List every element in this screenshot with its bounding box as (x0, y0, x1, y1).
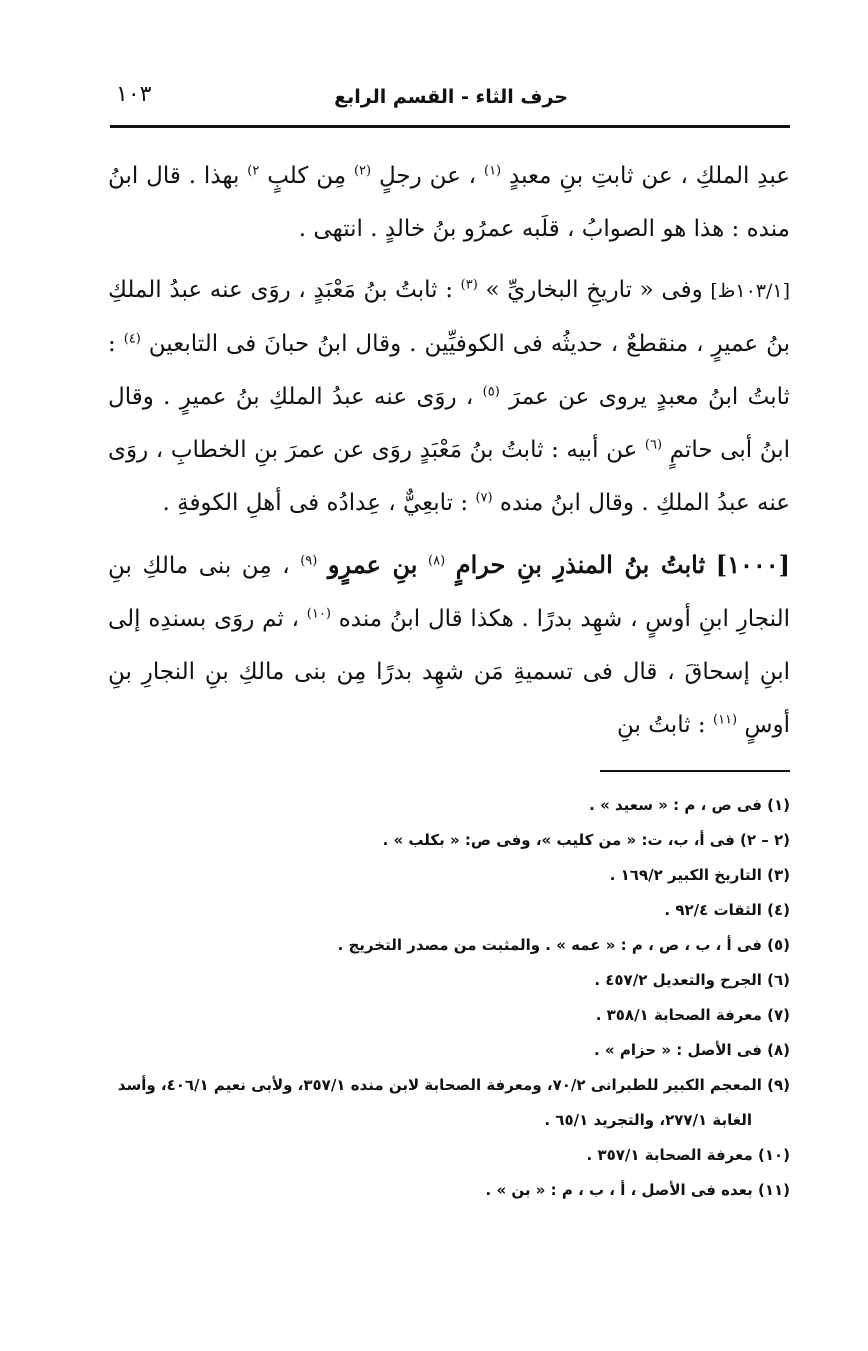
paragraph-1 (108, 150, 790, 256)
footnote-marker: (٨) (428, 553, 446, 569)
page-header (110, 80, 790, 120)
main-text (108, 150, 790, 752)
footnote-marker: (٤) (123, 331, 141, 347)
footnote-9-continued: الغابة ٢٧٧/١، والتجريد ٦٥/١ . (544, 1111, 752, 1129)
text: ، مِن بنى مالكِ بنِ النجارِ ابنِ أوسٍ ، شهِد بدرًا . هكذا قال ابنُ منده (108, 553, 790, 632)
footnote-marker: (١٠) (306, 606, 331, 622)
text: : تابعِيٌّ ، عِدادُه فى أهلِ الكوفةِ . (162, 490, 469, 516)
footnote-9: (٩) المعجم الكبير للطبرانى ٧٠/٢، ومعرفة الصحابة لابن منده ٣٥٧/١، ولأبى نعيم ٤٠٦/١، وأسد (117, 1076, 790, 1094)
footnote-marker: (٧) (475, 490, 493, 506)
footnote-marker: (٢) (353, 163, 372, 179)
footnote-10: (١٠) معرفة الصحابة ٣٥٧/١ . (586, 1146, 790, 1164)
folio-reference: [١٠٣/١ظ] (710, 280, 791, 302)
entry-name: ثابتُ بنُ المنذرِ بنِ حرامٍ (455, 550, 706, 579)
footnote-marker: (٩) (300, 553, 318, 569)
text: ، ثم روَى بسندِه إلى ابنِ إسحاقَ ، قال فى تسميةِ مَن شهِد بدرًا مِن بنى مالكِ بنِ النجارِ بنِ أوسٍ (108, 606, 790, 738)
text: عبدِ الملكِ ، عن ثابتِ بنِ معبدٍ (509, 163, 791, 189)
paragraph-2 (108, 264, 790, 530)
footnote-8: (٨) فى الأصل : « حزام » . (594, 1041, 790, 1059)
footnote-5: (٥) فى أ ، ب ، ص ، م : « عمه » . والمثبت من مصدر التخريج . (337, 936, 790, 954)
footnote-2: (٢ – ٢) فى أ، ب، ت: « من كليب »، وفى ص: « بكلب » . (382, 831, 790, 849)
footnote-marker: (١) (483, 163, 502, 179)
footnote-7: (٧) معرفة الصحابة ٣٥٨/١ . (595, 1006, 790, 1024)
footnotes (100, 788, 790, 1208)
footnote-1: (١) فى ص ، م : « سعيد » . (589, 796, 790, 814)
text: ، روَى عنه عبدُ الملكِ بنُ عميرٍ . وقال ابنُ أبى حاتمٍ (108, 384, 790, 463)
footnote-separator (600, 770, 790, 772)
paragraph-3 (108, 538, 790, 752)
header-rule (110, 125, 790, 128)
text: عن أبيه : ثابتُ بنُ مَعْبَدٍ روَى عن عمرَ بنِ الخطابِ ، روَى عنه عبدُ الملكِ . وقال ابنُ منده (108, 437, 790, 516)
text: : ثابتُ بنُ مَعْبَدٍ ، روَى عنه عبدُ الملكِ بنُ عميرٍ ، منقطعٌ ، حديثُه فى الكوفيِّين . وقال ابنُ حبانَ فى التابعين (108, 277, 790, 357)
text: : ثابتُ ابنُ معبدٍ يروى عن عمرَ (108, 331, 791, 410)
text: وفى « تاريخِ البخاريِّ » (485, 277, 703, 303)
text: : ثابتُ بنِ (616, 712, 706, 738)
footnote-4: (٤) الثقات ٩٢/٤ . (664, 901, 790, 919)
page-number: ١٠٣ (116, 82, 152, 107)
footnote-marker: (٦) (644, 437, 663, 453)
entry-name-continued: بنِ عمرٍو (327, 550, 418, 579)
text: ، عن رجلٍ (378, 163, 477, 189)
footnote-marker: (٣) (460, 277, 478, 293)
footnote-marker: ٢) (247, 163, 260, 179)
footnote-11: (١١) بعده فى الأصل ، أ ، ب ، م : « بن » . (485, 1181, 790, 1199)
text: مِن كلبٍ (267, 163, 347, 189)
footnote-marker: (٥) (482, 384, 500, 400)
running-head: حرف الثاء - القسم الرابع (334, 86, 568, 108)
footnote-3: (٣) التاريخ الكبير ١٦٩/٢ . (609, 866, 790, 884)
footnote-6: (٦) الجرح والتعديل ٤٥٧/٢ . (594, 971, 790, 989)
entry-number: [١٠٠٠] (715, 550, 791, 579)
footnote-marker: (١١) (712, 712, 738, 728)
text: بهذا . قال ابنُ منده : هذا هو الصوابُ ، قلَبه عمرُو بنُ خالدٍ . انتهى . (108, 163, 790, 242)
